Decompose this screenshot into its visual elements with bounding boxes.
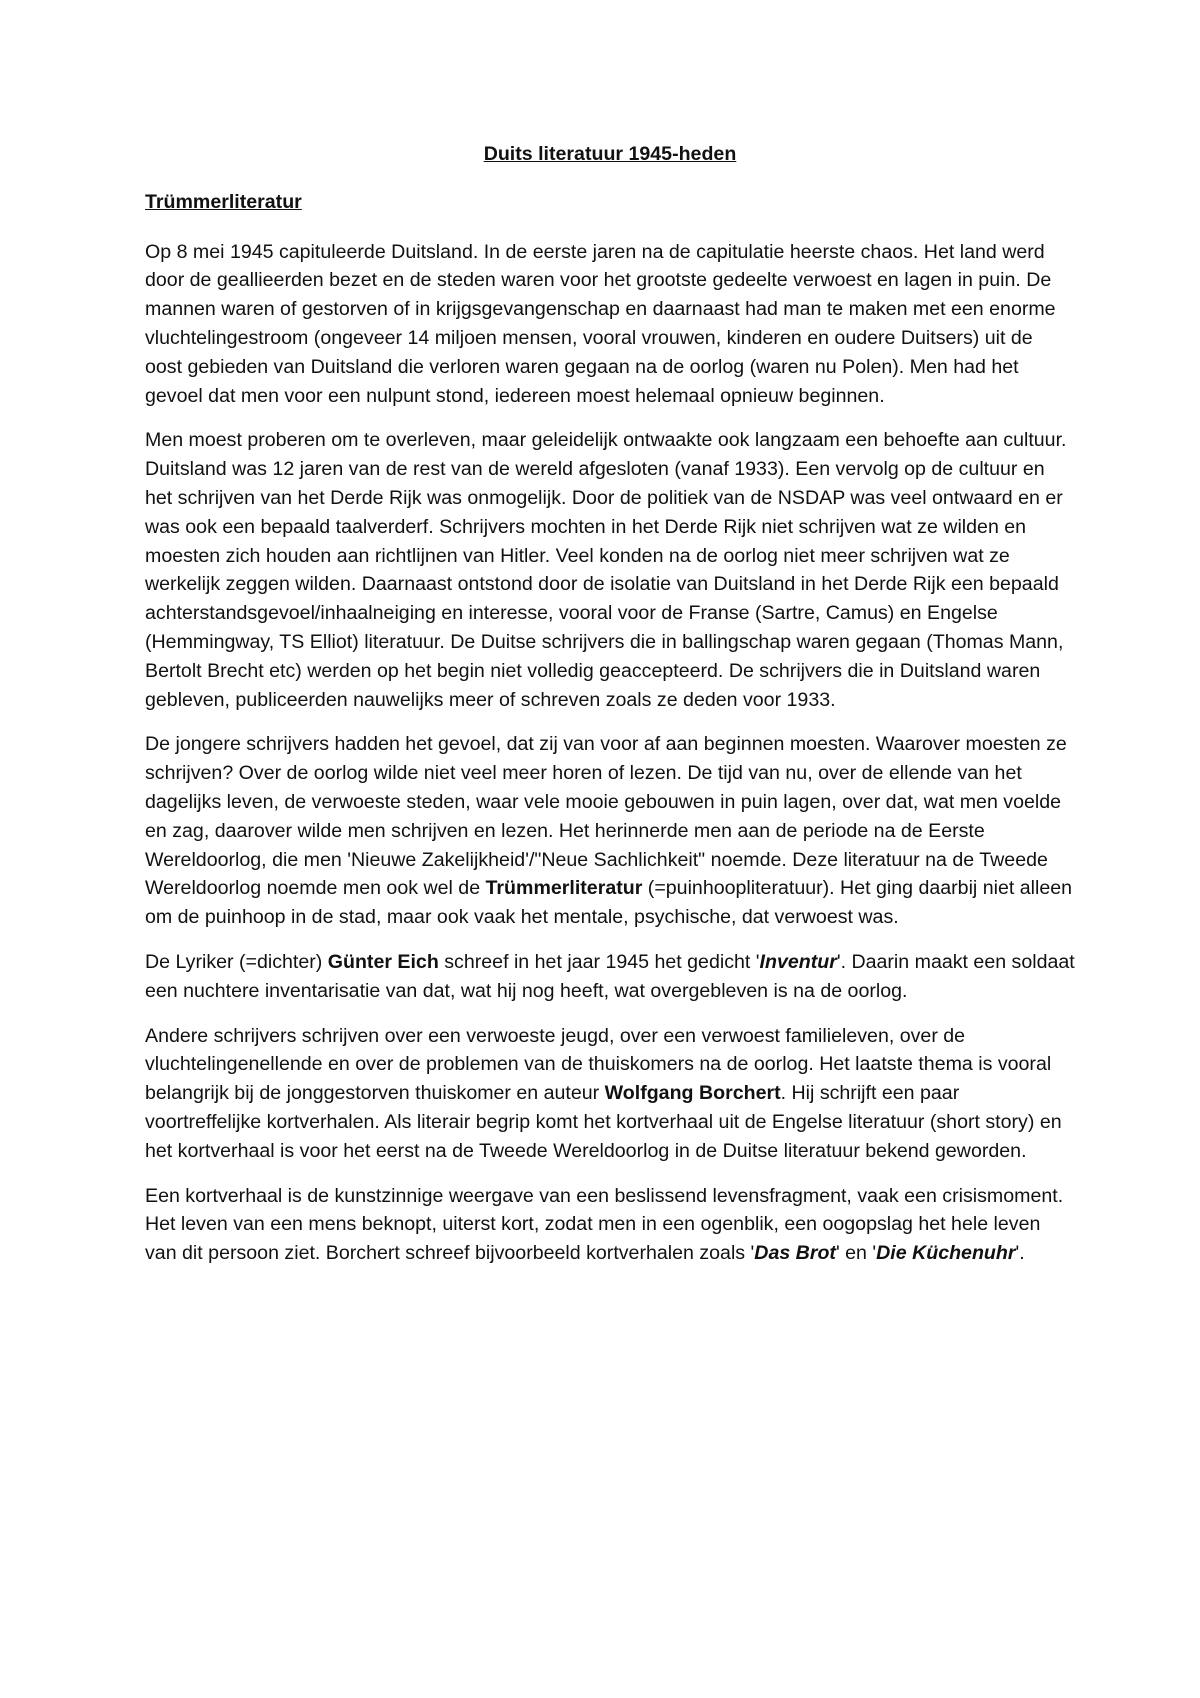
paragraph-6-text-before: Een kortverhaal is de kunstzinnige weergave van een beslissend levensfragment, vaak een crisismoment. Het leven van een mens beknopt, uiterst kort, zodat men in een ogenblik, een oogopslag het hele leven van dit persoon ziet. Borchert schreef bijvoorbeeld kortverhalen zoals ' [145,1184,1064,1265]
work-inventur: Inventur [759,950,837,973]
section-heading: Trümmerliteratur [145,190,302,213]
paragraph-1 [145,238,1075,411]
paragraph-2-text: Men moest proberen om te overleven, maar geleidelijk ontwaakte ook langzaam een behoefte aan cultuur. Duitsland was 12 jaren van de rest van de wereld afgesloten (vanaf 1933). Een vervolg op de cultuur en het schrijven van het Derde Rijk was onmogelijk. Door de politiek van de NSDAP was veel ontwaard en er was ook een bepaald taalverderf. Schrijvers mochten in het Derde Rijk niet schrijven wat ze wilden en moesten zich houden aan richtlijnen van Hitler. Veel konden na de oorlog niet meer schrijven wat ze werkelijk zeggen wilden. Daarnaast ontstond door de isolatie van Duitsland in het Derde Rijk een bepaald achterstandsgevoel/inhaalneiging en interesse, vooral voor de Franse (Sartre, Camus) en Engelse (Hemmingway, TS Elliot) literatuur. De Duitse schrijvers die in ballingschap waren gegaan (Thomas Mann, Bertolt Brecht etc) werden op het begin niet volledig geaccepteerd. De schrijvers die in Duitsland waren gebleven, publiceerden nauwelijks meer of schreven zoals ze deden voor 1933. [145,429,1067,711]
document-title: Duits literatuur 1945-heden [483,143,737,165]
paragraph-4-text-middle: schreef in het jaar 1945 het gedicht ' [438,950,760,973]
paragraph-6-text-after: '. [1015,1242,1025,1265]
paragraph-4-text-after: '. Daarin maakt een soldaat een nuchtere inventarisatie van dat, wat hij nog heeft, wat overgebleven is na de oorlog. [145,950,1075,1002]
author-wolfgang-borchert: Wolfgang Borchert [604,1082,781,1105]
paragraph-4 [145,948,1075,1006]
paragraph-3-text-after: (=puinhoopliteratuur). Het ging daarbij niet alleen om de puinhoop in de stad, maar ook vaak het mentale, psychische, dat verwoest was. [145,877,1073,929]
paragraph-3-text-before: De jongere schrijvers hadden het gevoel, dat zij van voor af aan beginnen moesten. Waarover moesten ze schrijven? Over de oorlog wilde niet veel meer horen of lezen. De tijd van nu, over de ellende van het dagelijks leven, de verwoeste steden, waar vele mooie gebouwen in puin lagen, over dat, wat men voelde en zag, daarover wilde men schrijven en lezen. Het herinnerde men aan de periode na de Eerste Wereldoorlog, die men 'Nieuwe Zakelijkheid'/"Neue Sachlichkeit" noemde. Deze literatuur na de Tweede Wereldoorlog noemde men ook wel de [145,733,1067,900]
work-die-kuechenuhr: Die Küchenuhr [876,1242,1016,1265]
term-truemmerliteratur: Trümmerliteratur [485,877,643,900]
work-das-brot: Das Brot [754,1242,836,1265]
paragraph-5-text-before: Andere schrijvers schrijven over een verwoeste jeugd, over een verwoest familieleven, over de vluchtelingenellende en over de problemen van de thuiskomers na de oorlog. Het laatste thema is vooral belangrijk bij de jonggestorven thuiskomer en auteur [145,1024,1052,1105]
paragraph-4-text-before: De Lyriker (=dichter) [145,950,328,973]
paragraph-6-text-middle: ' en ' [835,1242,877,1265]
paragraph-3 [145,730,1075,932]
author-guenter-eich: Günter Eich [327,950,439,973]
paragraph-5-text-after: . Hij schrijft een paar voortreffelijke kortverhalen. Als literair begrip komt het kortverhaal uit de Engelse literatuur (short story) en het kortverhaal is voor het eerst na de Tweede Wereldoorlog in de Duitse literatuur bekend geworden. [145,1082,1062,1162]
paragraph-6 [145,1182,1075,1268]
paragraph-5 [145,1022,1075,1166]
paragraph-2 [145,426,1075,714]
paragraph-1-text: Op 8 mei 1945 capituleerde Duitsland. In de eerste jaren na de capitulatie heerste chaos. Het land werd door de geallieerden bezet en de steden waren voor het grootste gedeelte verwoest en lagen in puin. De mannen waren of gestorven of in krijgsgevangenschap en daarnaast had man te maken met een enorme vluchtelingestroom (ongeveer 14 miljoen mensen, vooral vrouwen, kinderen en oudere Duitsers) uit de oost gebieden van Duitsland die verloren waren gegaan na de oorlog (waren nu Polen). Men had het gevoel dat men voor een nulpunt stond, iedereen moest helemaal opnieuw beginnen. [145,240,1056,407]
document-page [145,140,1075,1284]
